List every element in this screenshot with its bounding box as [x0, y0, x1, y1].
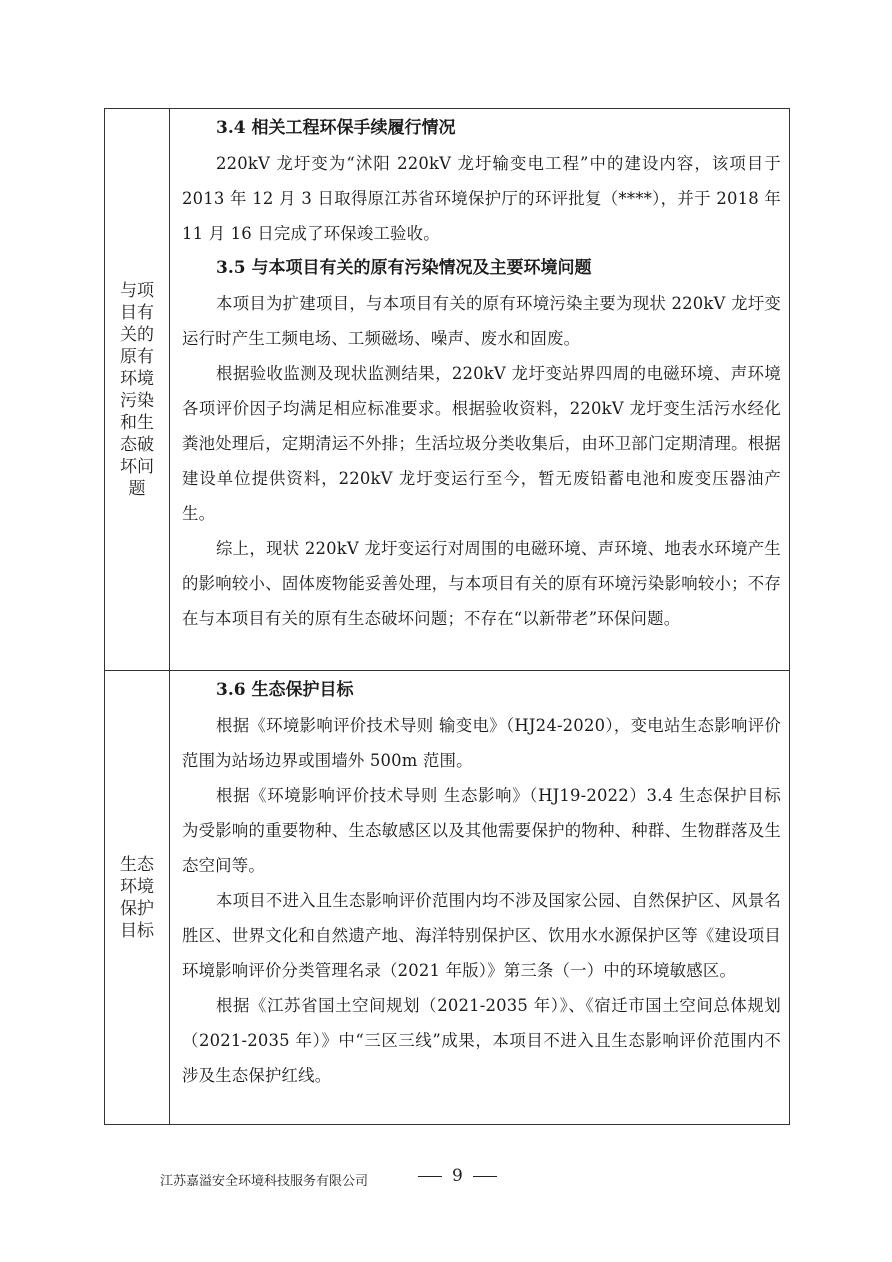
paragraph: 本项目为扩建项目，与本项目有关的原有环境污染主要为现状 220kV 龙圩变运行时产生工频电场、工频磁场、噪声、废水和固废。 — [182, 294, 781, 348]
section-heading: 3.4 相关工程环保手续履行情况 — [216, 118, 456, 138]
paragraph: 根据《环境影响评价技术导则 输变电》（HJ24-2020），变电站生态影响评价范围为站场边界或围墙外 500m 范围。 — [182, 716, 781, 770]
paragraph: 综上，现状 220kV 龙圩变运行对周围的电磁环境、声环境、地表水环境产生的影响较小、固体废物能妥善处理，与本项目有关的原有环境污染影响较小；不存在与本项目有关的原有生态破坏问题；不存在“以新带老”环保问题。 — [182, 539, 781, 628]
page-number-wrap — [408, 1166, 507, 1186]
paragraph: 根据《江苏省国土空间规划（2021-2035 年）》、《宿迁市国土空间总体规划（2021-2035 年）》中“三区三线”成果，本项目不进入且生态影响评价范围内不涉及生态保护红线。 — [182, 996, 781, 1085]
paragraph: 根据《环境影响评价技术导则 生态影响》（HJ19-2022）3.4 生态保护目标为受影响的重要物种、生态敏感区以及其他需要保护的物种、种群、生物群落及生态空间等。 — [182, 786, 781, 875]
page-footer — [160, 1164, 720, 1192]
footer-company: 江苏嘉溢安全环境科技服务有限公司 — [160, 1174, 369, 1189]
row-label-cell — [105, 671, 170, 1125]
content-table — [104, 108, 790, 1125]
paragraph: 根据验收监测及现状监测结果，220kV 龙圩变站界四周的电磁环境、声环境各项评价因子均满足相应标准要求。根据验收资料，220kV 龙圩变生活污水经化粪池处理后，定期清运不外排；生活垃圾分类收集后，由环卫部门定期清理。根据建设单位提供资料，220kV 龙圩变运行至今，暂无废铅蓄电池和废变压器油产生。 — [182, 364, 781, 523]
section-heading: 3.5 与本项目有关的原有污染情况及主要环境问题 — [216, 258, 592, 278]
paragraph: 本项目不进入且生态影响评价范围内均不涉及国家公园、自然保护区、风景名胜区、世界文化和自然遗产地、海洋特别保护区、饮用水水源保护区等《建设项目环境影响评价分类管理名录（2021 年版）》第三条（一）中的环境敏感区。 — [182, 891, 781, 980]
row-content-cell — [170, 109, 790, 671]
row-label: 与项目有关的原有环境污染和生态破坏问题 — [120, 280, 154, 499]
dash-left — [418, 1176, 442, 1177]
row-label-cell — [105, 109, 170, 671]
page-number: 9 — [452, 1166, 463, 1186]
paragraph: 220kV 龙圩变为“沭阳 220kV 龙圩输变电工程”中的建设内容，该项目于 2013 年 12 月 3 日取得原江苏省环境保护厅的环评批复（****），并于 2018 年 11 月 16 日完成了环保竣工验收。 — [182, 154, 781, 243]
table-row — [105, 109, 790, 671]
dash-right — [473, 1176, 497, 1177]
table-row — [105, 671, 790, 1125]
section-heading: 3.6 生态保护目标 — [216, 680, 354, 700]
row-label: 生态环境保护目标 — [120, 854, 154, 941]
row-content-cell — [170, 671, 790, 1125]
